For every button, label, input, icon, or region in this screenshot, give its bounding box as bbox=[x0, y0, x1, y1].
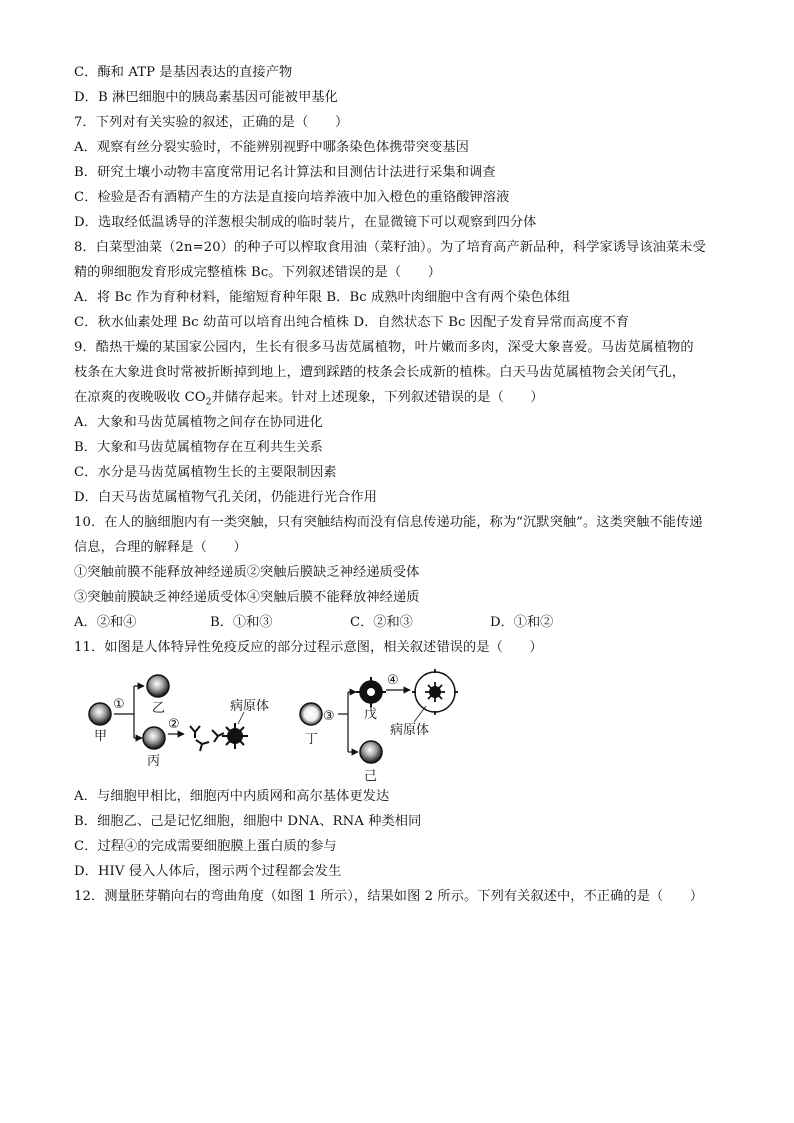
q10-statement-1: ①突触前膜不能释放神经递质②突触后膜缺乏神经递质受体 bbox=[74, 565, 420, 580]
q9-text-b: 并储存起来。针对上述现象，下列叙述错误的是（ ） bbox=[211, 390, 544, 405]
q10-option-d: D．①和② bbox=[490, 615, 554, 630]
q7-option-c: C．检验是否有酒精产生的方法是直接向培养液中加入橙色的重铬酸钾溶液 bbox=[74, 190, 510, 205]
q9-stem-line3 bbox=[74, 389, 544, 407]
q10-option-c: C．②和③ bbox=[350, 615, 413, 630]
cell-jia-icon bbox=[89, 703, 111, 725]
step-3-label: ③ bbox=[323, 709, 335, 724]
co2-subscript: 2 bbox=[205, 397, 212, 408]
q8-options-cd: C．秋水仙素处理 Bc 幼苗可以培育出纯合植株 D．自然状态下 Bc 因配子发育异常而高度不育 bbox=[74, 315, 630, 330]
q11-option-a: A．与细胞甲相比，细胞丙中内质网和高尔基体更发达 bbox=[74, 789, 390, 804]
q7-stem: 7．下列对有关实验的叙述，正确的是（ ） bbox=[74, 115, 349, 130]
pathogen-left-label: 病原体 bbox=[230, 699, 270, 714]
q10-stem-line1: 10．在人的脑细胞内有一类突触，只有突触结构而没有信息传递功能，称为“沉默突触”。这类突触不能传递 bbox=[74, 515, 703, 530]
pathogen-right-pointer bbox=[414, 706, 426, 722]
cell-yi-icon bbox=[147, 675, 169, 697]
cell-ji-label: 己 bbox=[364, 769, 378, 784]
q9-option-d: D．白天马齿苋属植物气孔关闭，仍能进行光合作用 bbox=[74, 490, 377, 505]
pathogen-right-label: 病原体 bbox=[390, 723, 430, 738]
q10-statement-2: ③突触前膜缺乏神经递质受体④突触后膜不能释放神经递质 bbox=[74, 590, 420, 605]
q10-option-b: B．①和③ bbox=[210, 615, 273, 630]
q11-stem: 11．如图是人体特异性免疫反应的部分过程示意图，相关叙述错误的是（ ） bbox=[74, 640, 543, 655]
cell-bing-group bbox=[143, 727, 165, 769]
q9-stem-line2: 枝条在大象进食时常被折断掉到地上，遭到踩踏的枝条会长成新的植株。白天马齿苋属植物会关闭气孔， bbox=[74, 365, 686, 380]
cell-yi-group bbox=[147, 675, 169, 716]
cell-jia-group bbox=[89, 703, 111, 744]
q6-option-d: D．B 淋巴细胞中的胰岛素基因可能被甲基化 bbox=[74, 90, 338, 105]
q9-option-a: A．大象和马齿苋属植物之间存在协同进化 bbox=[74, 415, 323, 430]
antibody-icon bbox=[190, 726, 224, 751]
cell-bing-icon bbox=[143, 727, 165, 749]
q12-stem: 12．测量胚芽鞘向右的弯曲角度（如图 1 所示），结果如图 2 所示。下列有关叙述中，不正确的是（ ） bbox=[74, 889, 704, 904]
step-1-label: ① bbox=[113, 697, 125, 712]
cell-bing-label: 丙 bbox=[147, 754, 161, 769]
q7-option-a: A．观察有丝分裂实验时，不能辨别视野中哪条染色体携带突变基因 bbox=[74, 140, 469, 155]
cell-ding-group bbox=[300, 703, 322, 747]
q9-option-c: C．水分是马齿苋属植物生长的主要限制因素 bbox=[74, 465, 337, 480]
q7-option-b: B．研究土壤小动物丰富度常用记名计算法和目测估计法进行采集和调查 bbox=[74, 165, 496, 180]
cell-ding-label: 丁 bbox=[305, 732, 319, 747]
q10-stem-line2: 信息，合理的解释是（ ） bbox=[74, 540, 247, 555]
q6-option-c: C．酶和 ATP 是基因表达的直接产物 bbox=[74, 65, 293, 80]
immune-response-figure bbox=[80, 668, 470, 784]
q9-text-a: 在凉爽的夜晚吸收 CO bbox=[74, 390, 206, 405]
q11-option-d: D．HIV 侵入人体后，图示两个过程都会发生 bbox=[74, 864, 342, 879]
q8-options-ab: A．将 Bc 作为育种材料，能缩短育种年限 B．Bc 成熟叶肉细胞中含有两个染色体组 bbox=[74, 290, 571, 305]
q11-option-c: C．过程④的完成需要细胞膜上蛋白质的参与 bbox=[74, 839, 337, 854]
q8-stem-line1: 8．白菜型油菜（2n=20）的种子可以榨取食用油（菜籽油）。为了培育高产新品种，科学家诱导该油菜未受 bbox=[74, 240, 706, 255]
step-2-label: ② bbox=[168, 717, 180, 732]
cell-ji-group bbox=[360, 741, 382, 784]
q11-option-b: B．细胞乙、己是记忆细胞，细胞中 DNA、RNA 种类相同 bbox=[74, 814, 422, 829]
cell-wu-group bbox=[356, 677, 386, 722]
q8-stem-line2: 精的卵细胞发育形成完整植株 Bc。下列叙述错误的是（ ） bbox=[74, 265, 442, 280]
cell-ding-icon bbox=[300, 703, 322, 725]
cell-wu-label: 戊 bbox=[364, 707, 378, 722]
step-4-label: ④ bbox=[387, 673, 399, 688]
cell-wu-nucleus bbox=[367, 688, 375, 696]
q7-option-d: D．选取经低温诱导的洋葱根尖制成的临时装片，在显微镜下可以观察到四分体 bbox=[74, 215, 537, 230]
cell-ji-icon bbox=[360, 741, 382, 763]
target-cell-icon bbox=[412, 669, 458, 715]
q10-option-a: A．②和④ bbox=[74, 615, 137, 630]
q9-option-b: B．大象和马齿苋属植物存在互利共生关系 bbox=[74, 440, 323, 455]
pathogen-left-icon bbox=[222, 723, 248, 749]
cell-jia-label: 甲 bbox=[94, 729, 108, 744]
cell-yi-label: 乙 bbox=[152, 701, 166, 716]
q9-stem-line1: 9．酷热干燥的某国家公园内，生长有很多马齿苋属植物，叶片嫩而多肉，深受大象喜爱。马齿苋属植物的 bbox=[74, 340, 694, 355]
